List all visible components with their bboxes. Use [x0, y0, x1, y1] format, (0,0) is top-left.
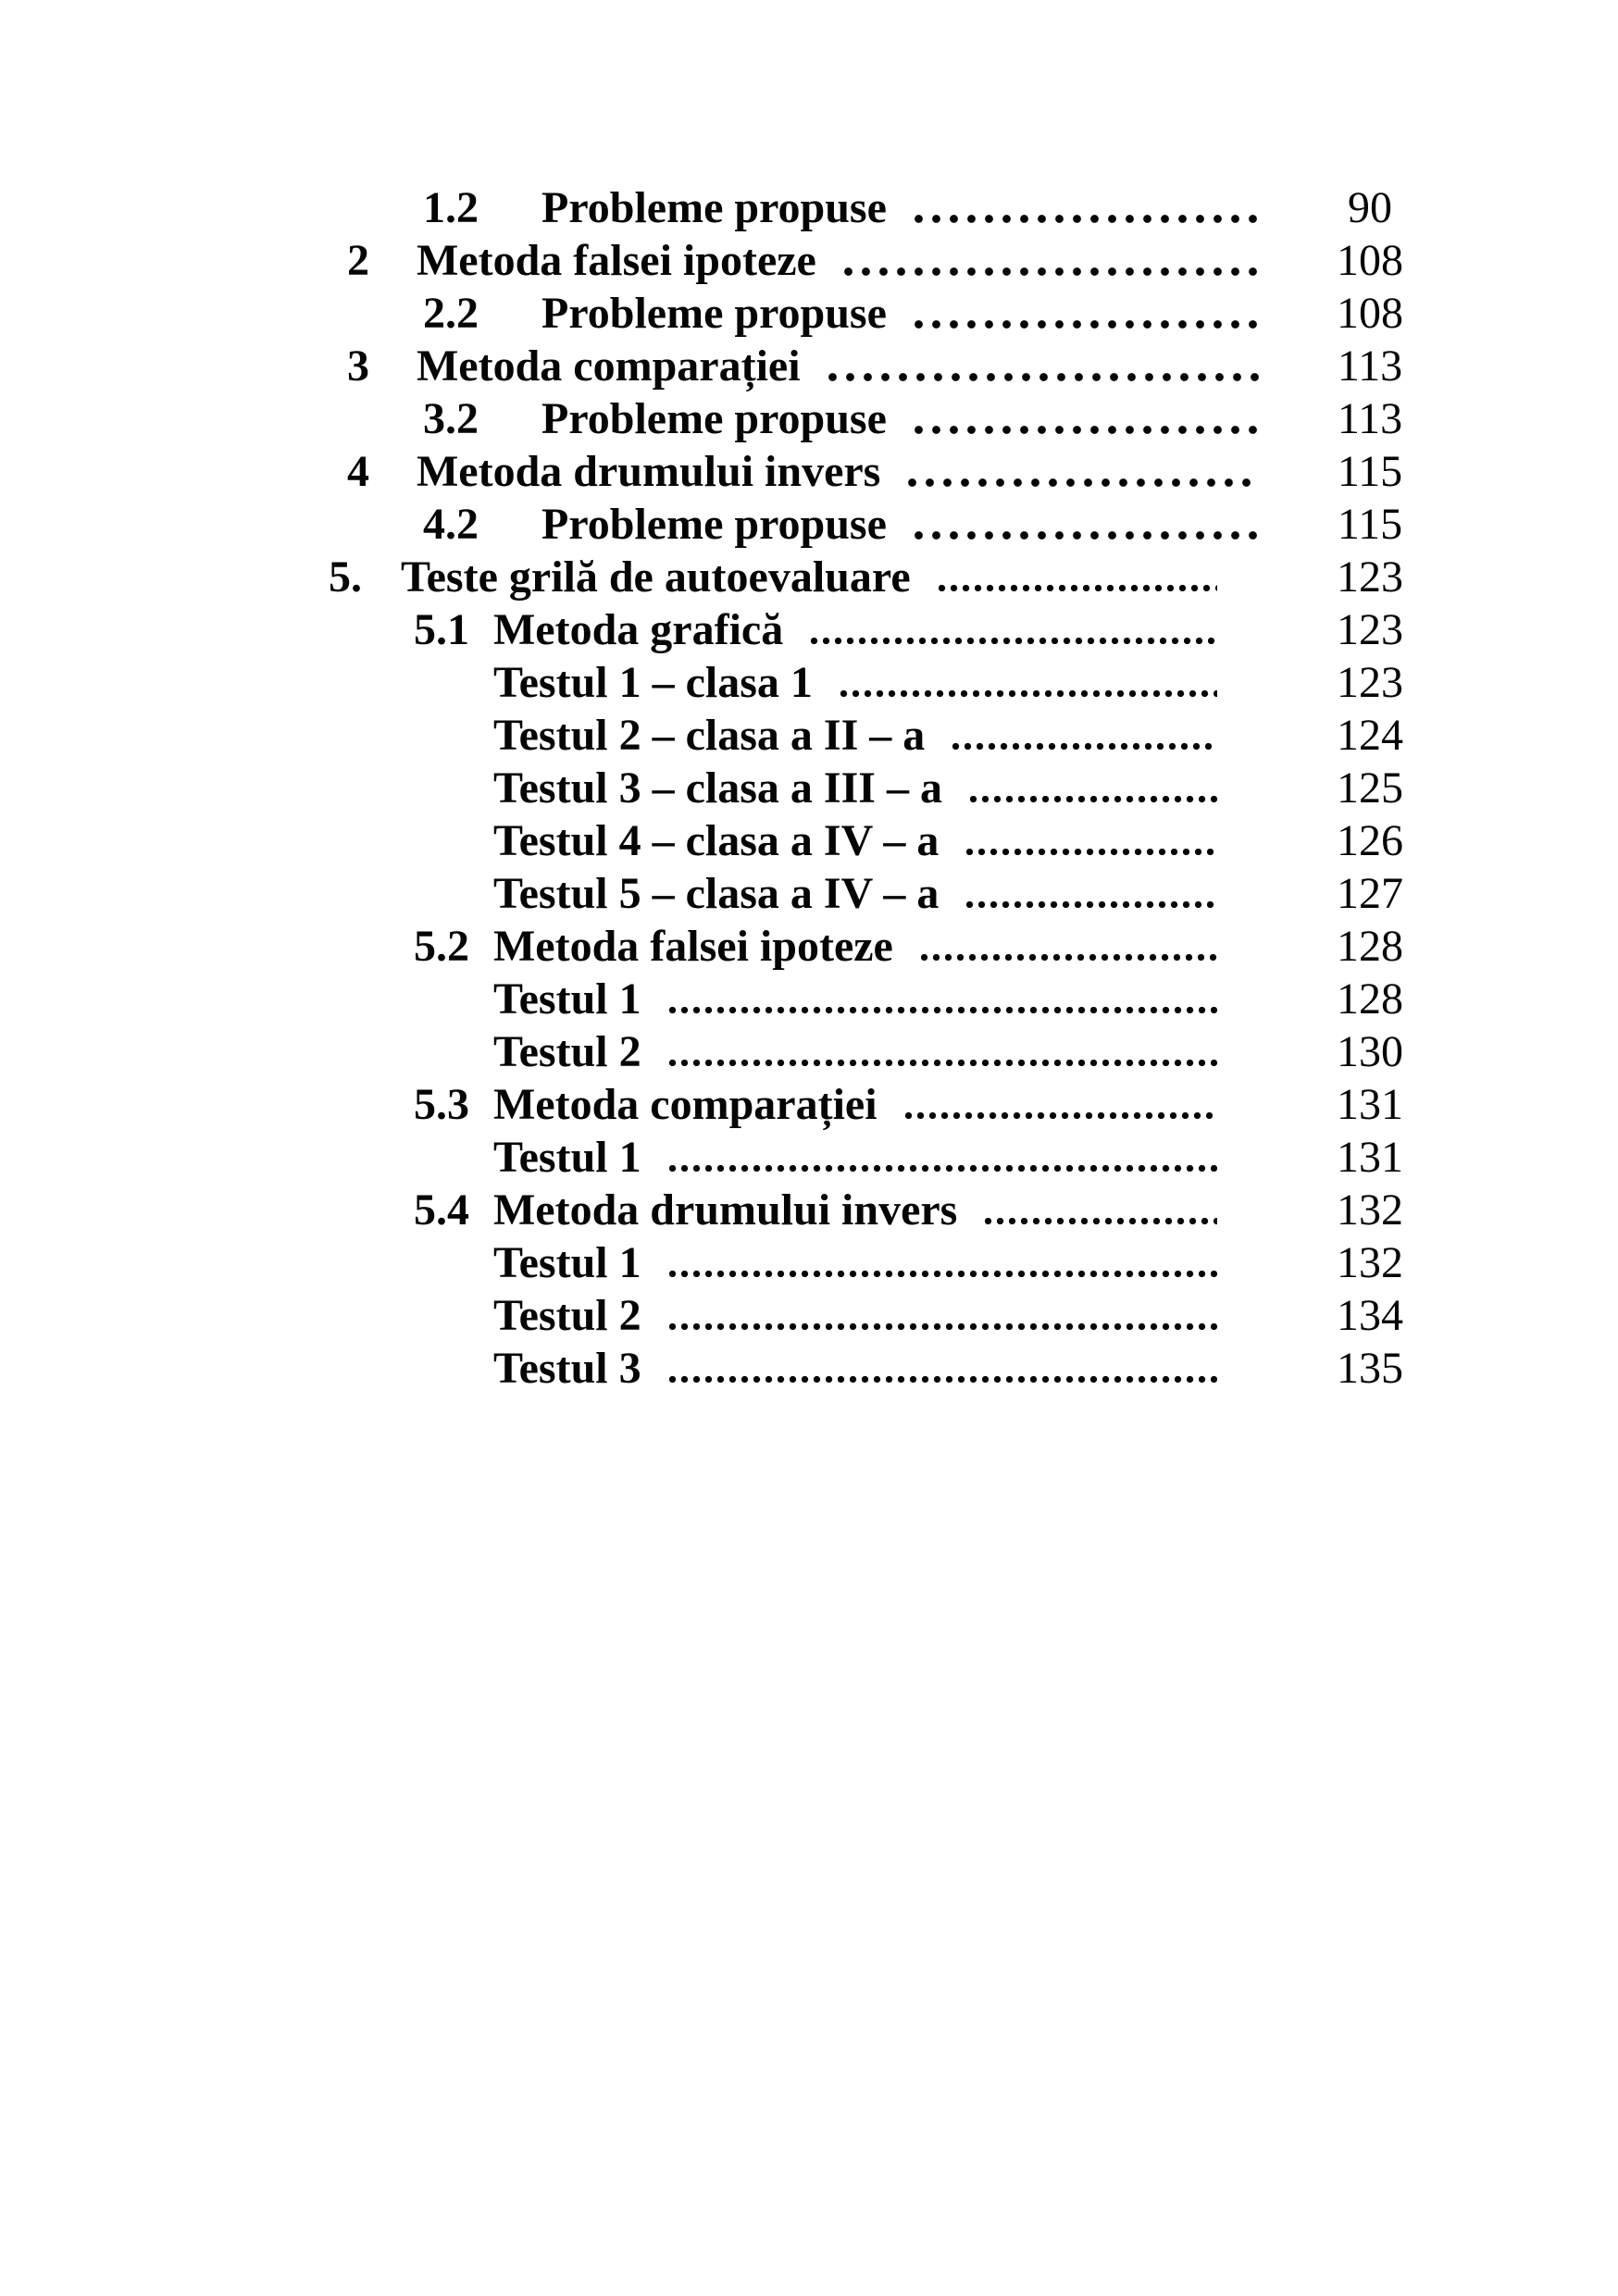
dot-leader	[669, 1323, 1217, 1330]
dot-leader	[669, 1007, 1217, 1013]
toc-entry-page: 115	[1337, 447, 1403, 496]
toc-entry-label: Metoda drumului invers	[493, 1185, 958, 1235]
dot-leader	[966, 901, 1217, 908]
toc-entry-number: 4.2	[423, 500, 479, 549]
toc-entry	[0, 1342, 1618, 1395]
toc-entry	[0, 1131, 1618, 1184]
toc-entry	[0, 445, 1618, 498]
dot-leader	[828, 373, 1259, 381]
toc-entry-label: Metoda comparației	[493, 1080, 877, 1129]
dot-leader	[669, 1271, 1217, 1277]
toc-entry-number: 5.1	[414, 605, 469, 654]
toc-entry-page: 113	[1337, 341, 1403, 391]
dot-leader	[915, 320, 1259, 329]
toc-entry-label: Testul 1 – clasa 1	[493, 658, 813, 707]
toc-entry-page: 113	[1337, 394, 1403, 443]
toc-entry-page: 123	[1337, 658, 1403, 707]
toc-entry-label: Metoda falsei ipoteze	[417, 236, 816, 285]
toc-entry	[0, 920, 1618, 973]
toc-entry-label: Testul 4 – clasa a IV – a	[493, 816, 940, 865]
toc-entry	[0, 1289, 1618, 1342]
toc-entry	[0, 181, 1618, 234]
toc-entry-page: 108	[1337, 236, 1403, 285]
toc-entry-number: 5.2	[414, 922, 469, 971]
toc-list	[0, 181, 1618, 1395]
dot-leader	[669, 1165, 1217, 1172]
toc-entry-number: 5.4	[414, 1185, 469, 1235]
toc-entry-label: Testul 1	[493, 1133, 641, 1182]
dot-leader	[905, 1112, 1217, 1119]
toc-entry-label: Probleme propuse	[541, 500, 887, 549]
toc-entry-label: Teste grilă de autoevaluare	[401, 552, 911, 602]
dot-leader	[921, 954, 1217, 961]
toc-entry-label: Testul 5 – clasa a IV – a	[493, 869, 940, 918]
toc-entry	[0, 234, 1618, 287]
toc-entry-label: Testul 3	[493, 1344, 641, 1393]
dot-leader	[966, 849, 1217, 855]
toc-entry-number: 5.	[329, 552, 362, 602]
toc-entry-label: Metoda drumului invers	[417, 447, 881, 496]
toc-entry-number: 5.3	[414, 1080, 469, 1129]
toc-entry-page: 115	[1337, 500, 1403, 549]
toc-entry-label: Probleme propuse	[541, 394, 887, 443]
toc-entry-label: Testul 2	[493, 1027, 641, 1076]
toc-entry-label: Metoda falsei ipoteze	[493, 922, 893, 971]
dot-leader	[970, 796, 1217, 802]
dot-leader	[669, 1376, 1217, 1383]
dot-leader	[915, 531, 1259, 540]
toc-entry-number: 2.2	[423, 289, 479, 338]
toc-entry	[0, 867, 1618, 920]
dot-leader	[669, 1060, 1217, 1066]
toc-entry-number: 3	[347, 341, 369, 391]
toc-entry-number: 1.2	[423, 183, 479, 232]
toc-entry-label: Metoda comparației	[417, 341, 801, 391]
toc-entry-number: 2	[347, 236, 369, 285]
toc-entry	[0, 287, 1618, 340]
toc-entry-page: 128	[1337, 974, 1403, 1024]
dot-leader	[908, 478, 1259, 487]
toc-entry-label: Probleme propuse	[541, 183, 887, 232]
toc-entry-label: Probleme propuse	[541, 289, 887, 338]
toc-entry	[0, 1078, 1618, 1131]
toc-entry	[0, 762, 1618, 814]
toc-entry-page: 132	[1337, 1238, 1403, 1287]
toc-entry-page: 130	[1337, 1027, 1403, 1076]
dot-leader	[840, 690, 1217, 697]
toc-entry-page: 123	[1337, 552, 1403, 602]
toc-entry	[0, 551, 1618, 603]
dot-leader	[939, 585, 1217, 591]
toc-entry	[0, 814, 1618, 867]
toc-entry-page: 125	[1337, 763, 1403, 813]
toc-entry	[0, 709, 1618, 762]
toc-entry-label: Testul 1	[493, 1238, 641, 1287]
toc-entry-page: 90	[1348, 183, 1392, 232]
toc-entry-page: 123	[1337, 605, 1403, 654]
toc-entry-page: 131	[1337, 1080, 1403, 1129]
toc-entry	[0, 1236, 1618, 1289]
toc-entry-page: 128	[1337, 922, 1403, 971]
toc-entry-label: Testul 3 – clasa a III – a	[493, 763, 942, 813]
toc-entry	[0, 603, 1618, 656]
dot-leader	[915, 215, 1259, 223]
toc-entry-page: 124	[1337, 711, 1403, 760]
dot-leader	[952, 743, 1217, 750]
toc-entry-label: Metoda grafică	[493, 605, 784, 654]
toc-entry-page: 127	[1337, 869, 1403, 918]
toc-entry	[0, 1184, 1618, 1236]
toc-entry	[0, 498, 1618, 551]
dot-leader	[985, 1218, 1217, 1224]
toc-entry	[0, 1025, 1618, 1078]
toc-entry-page: 131	[1337, 1133, 1403, 1182]
toc-entry-number: 4	[347, 447, 369, 496]
toc-entry-page: 132	[1337, 1185, 1403, 1235]
toc-entry-page: 134	[1337, 1291, 1403, 1340]
toc-entry-page: 135	[1337, 1344, 1403, 1393]
toc-entry-page: 126	[1337, 816, 1403, 865]
toc-entry-label: Testul 1	[493, 974, 641, 1024]
dot-leader	[811, 638, 1217, 644]
dot-leader	[844, 267, 1259, 276]
toc-entry-number: 3.2	[423, 394, 479, 443]
toc-entry-label: Testul 2 – clasa a II – a	[493, 711, 926, 760]
toc-entry	[0, 340, 1618, 392]
toc-entry	[0, 392, 1618, 445]
dot-leader	[915, 426, 1259, 434]
toc-entry-page: 108	[1337, 289, 1403, 338]
toc-entry	[0, 973, 1618, 1025]
toc-entry-label: Testul 2	[493, 1291, 641, 1340]
toc-entry	[0, 656, 1618, 709]
